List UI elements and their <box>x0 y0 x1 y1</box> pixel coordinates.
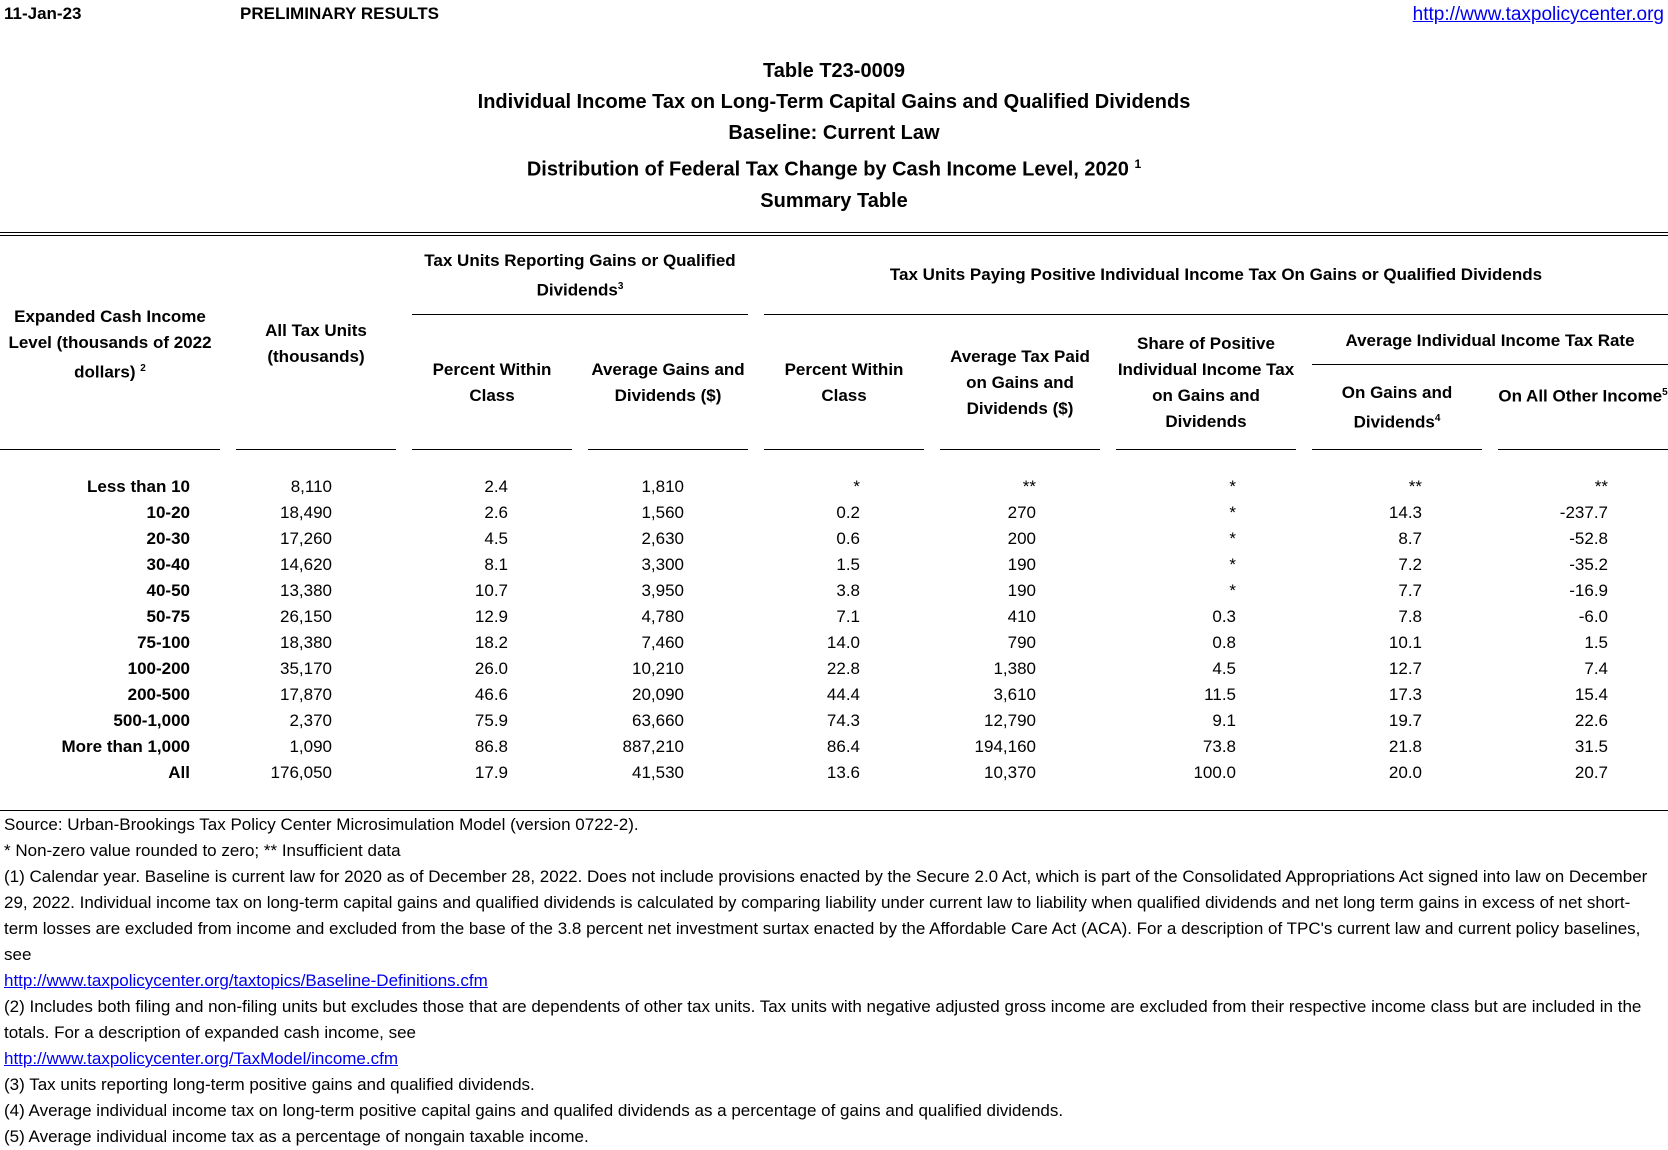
value-cell: 17.9 <box>474 763 508 782</box>
value-cell: 7.4 <box>1584 659 1608 678</box>
income-level-cell: 20-30 <box>146 529 190 548</box>
value-cell: 21.8 <box>1388 737 1422 756</box>
value-cell: 7,460 <box>641 633 684 652</box>
table-title: Individual Income Tax on Long-Term Capital Gains and Qualified Dividends <box>477 91 1191 113</box>
income-level-cell: 40-50 <box>146 581 190 600</box>
value-cell: 15.4 <box>1574 685 1608 704</box>
value-cell: 63,660 <box>632 711 684 730</box>
income-level-cell: 500-1,000 <box>113 711 190 730</box>
table-row <box>0 474 1638 500</box>
value-cell: * <box>1229 581 1236 600</box>
value-cell: 190 <box>1007 555 1036 574</box>
value-cell: 12.9 <box>474 607 508 626</box>
col-pct-within-class-1: Percent Within Class <box>432 360 552 405</box>
value-cell: 17.3 <box>1388 685 1422 704</box>
value-cell: 0.6 <box>836 529 860 548</box>
distribution-title: Distribution of Federal Tax Change by Cash Income Level, 2020 $^1$ <box>526 157 1142 181</box>
baseline-title: Baseline: Current Law <box>728 122 940 144</box>
value-cell: 20,090 <box>632 685 684 704</box>
income-level-cell: 50-75 <box>146 607 190 626</box>
col-rule <box>940 449 1100 450</box>
table-id: Table T23-0009 <box>763 60 905 82</box>
footnote-3: (3) Tax units reporting long-term positive gains and qualified dividends. <box>4 1075 535 1094</box>
col-rule <box>588 449 748 450</box>
summary-title: Summary Table <box>760 189 908 212</box>
value-cell: * <box>1229 503 1236 522</box>
value-cell: 86.8 <box>474 737 508 756</box>
value-cell: 35,170 <box>280 659 332 678</box>
value-cell: 1,380 <box>993 659 1036 678</box>
col-avg-tax-paid: Average Tax Paid on Gains and Dividends ($) <box>950 347 1090 418</box>
value-cell: 18,490 <box>280 503 332 522</box>
value-cell: 3,610 <box>993 685 1036 704</box>
value-cell: 1,560 <box>641 503 684 522</box>
value-cell: 3,950 <box>641 581 684 600</box>
footnote-1: (1) Calendar year. Baseline is current law for 2020 as of December 28, 2022. Does not include provisions enacted by the Secure 2.0 Act, which is part of the Consolidated Appropriations Act signed into law on December 29, 2022. Individual income tax on long-term capital gains and qualified dividends is calculated by comparing liability under current law to liability when qualified dividends and net long term gains in excess of net short-term losses are excluded from income and excluded from the base of the 3.8 percent net investment surtax enacted by the Affordable Care Act (ACA). For a description of TPC's current law and current policy baselines, see <box>4 867 1648 964</box>
income-definition-link[interactable]: http://www.taxpolicycenter.org/TaxModel/income.cfm <box>4 1049 398 1068</box>
value-cell: ** <box>1408 477 1422 496</box>
value-cell: * <box>1229 477 1236 496</box>
value-cell: 0.2 <box>836 503 860 522</box>
header-top-rule <box>0 232 1668 236</box>
col-share-positive: Share of Positive Individual Income Tax on Gains and Dividends <box>1117 334 1295 431</box>
value-cell: 2.4 <box>484 477 508 496</box>
value-cell: 22.8 <box>826 659 860 678</box>
value-cell: 200 <box>1007 529 1036 548</box>
value-cell: -237.7 <box>1559 503 1608 522</box>
value-cell: 86.4 <box>826 737 860 756</box>
value-cell: 8.7 <box>1398 529 1422 548</box>
value-cell: 10.7 <box>474 581 508 600</box>
value-cell: 13,380 <box>280 581 332 600</box>
value-cell: 22.6 <box>1574 711 1608 730</box>
value-cell: 7.7 <box>1398 581 1422 600</box>
col-rule <box>1498 449 1668 450</box>
value-cell: * <box>1229 529 1236 548</box>
income-level-cell: 100-200 <box>127 659 190 678</box>
value-cell: 2,630 <box>641 529 684 548</box>
value-cell: 73.8 <box>1202 737 1236 756</box>
col-rule <box>1116 449 1296 450</box>
col-rule <box>412 449 572 450</box>
table-row <box>0 604 1638 630</box>
value-cell: 7.1 <box>836 607 860 626</box>
col-rate-other: On All Other Income$^5$ <box>1498 386 1668 406</box>
value-cell: 190 <box>1007 581 1036 600</box>
value-cell: 4.5 <box>484 529 508 548</box>
value-cell: 44.4 <box>826 685 860 704</box>
income-level-cell: 200-500 <box>127 685 190 704</box>
value-cell: 3.8 <box>836 581 860 600</box>
income-level-cell: 10-20 <box>146 503 190 522</box>
value-cell: 26,150 <box>280 607 332 626</box>
value-cell: 14.0 <box>826 633 860 652</box>
value-cell: 18.2 <box>474 633 508 652</box>
value-cell: 2.6 <box>484 503 508 522</box>
data-table <box>0 474 1638 786</box>
title-block <box>0 56 1668 217</box>
source-note: Source: Urban-Brookings Tax Policy Center Microsimulation Model (version 0722-2). <box>4 815 639 834</box>
col-rule <box>0 449 220 450</box>
value-cell: 12,790 <box>984 711 1036 730</box>
table-row <box>0 734 1638 760</box>
avg-rate-group-header: Average Individual Income Tax Rate <box>1345 331 1635 350</box>
value-cell: 41,530 <box>632 763 684 782</box>
group-reporting-rule <box>412 314 748 315</box>
col-rule <box>236 449 396 450</box>
footnote-ref: 1 <box>1134 157 1142 171</box>
col-pct-within-class-2: Percent Within Class <box>784 360 904 405</box>
value-cell: 1,090 <box>289 737 332 756</box>
value-cell: 0.8 <box>1212 633 1236 652</box>
income-level-cell: All <box>168 763 190 782</box>
footnote-4: (4) Average individual income tax on long-term positive capital gains and qualifed dividends as a percentage of gains and qualified dividends. <box>4 1101 1064 1120</box>
site-link[interactable]: http://www.taxpolicycenter.org <box>1412 4 1664 25</box>
table-row <box>0 552 1638 578</box>
value-cell: 11.5 <box>1204 685 1236 704</box>
col-rule <box>764 449 924 450</box>
value-cell: 176,050 <box>270 763 332 782</box>
value-cell: * <box>853 477 860 496</box>
status-label: PRELIMINARY RESULTS <box>240 4 439 23</box>
table-row <box>0 500 1638 526</box>
value-cell: 14.3 <box>1388 503 1422 522</box>
value-cell: 8.1 <box>484 555 508 574</box>
value-cell: 790 <box>1007 633 1036 652</box>
value-cell: 10.1 <box>1388 633 1422 652</box>
value-cell: 12.7 <box>1388 659 1422 678</box>
value-cell: 7.8 <box>1398 607 1422 626</box>
value-cell: 7.2 <box>1398 555 1422 574</box>
value-cell: 100.0 <box>1193 763 1236 782</box>
value-cell: 26.0 <box>474 659 508 678</box>
footnote-5: (5) Average individual income tax as a percentage of nongain taxable income. <box>4 1127 589 1146</box>
income-level-cell: Less than 10 <box>87 477 190 496</box>
value-cell: 10,370 <box>984 763 1036 782</box>
value-cell: 887,210 <box>622 737 684 756</box>
baseline-definitions-link[interactable]: http://www.taxpolicycenter.org/taxtopics/Baseline-Definitions.cfm <box>4 971 488 990</box>
col-rate-gains: On Gains and Dividends$^4$ <box>1341 383 1453 432</box>
value-cell: 8,110 <box>290 477 332 496</box>
avg-rate-rule <box>1312 364 1668 365</box>
table-row <box>0 578 1638 604</box>
value-cell: 4.5 <box>1212 659 1236 678</box>
value-cell: 20.7 <box>1574 763 1608 782</box>
value-cell: 46.6 <box>474 685 508 704</box>
value-cell: 0.3 <box>1212 607 1236 626</box>
value-cell: -6.0 <box>1578 607 1608 626</box>
table-row <box>0 708 1638 734</box>
report-date: 11-Jan-23 <box>4 4 82 23</box>
col-income-level: Expanded Cash Income Level (thousands of 2022 dollars) $^2$ <box>8 307 212 382</box>
value-cell: -16.9 <box>1569 581 1608 600</box>
table-row <box>0 682 1638 708</box>
value-cell: 410 <box>1007 607 1036 626</box>
value-cell: ** <box>1594 477 1608 496</box>
value-cell: 75.9 <box>474 711 508 730</box>
value-cell: 20.0 <box>1388 763 1422 782</box>
value-cell: 31.5 <box>1574 737 1608 756</box>
value-cell: 18,380 <box>280 633 332 652</box>
value-cell: 17,870 <box>280 685 332 704</box>
legend-note: * Non-zero value rounded to zero; ** Insufficient data <box>4 841 401 860</box>
value-cell: 10,210 <box>632 659 684 678</box>
col-avg-gains: Average Gains and Dividends ($) <box>591 360 745 405</box>
value-cell: 17,260 <box>280 529 332 548</box>
value-cell: 4,780 <box>641 607 684 626</box>
table-row <box>0 760 1638 786</box>
value-cell: 3,300 <box>641 555 684 574</box>
footnote-2: (2) Includes both filing and non-filing units but excludes those that are dependents of other tax units. Tax units with negative adjusted gross income are excluded from their respective income class but are included in the totals. For a description of expanded cash income, see <box>4 997 1642 1042</box>
value-cell: 1,810 <box>641 477 684 496</box>
value-cell: 2,370 <box>289 711 332 730</box>
group-paying-header: Tax Units Paying Positive Individual Income Tax On Gains or Qualified Dividends <box>889 265 1543 284</box>
value-cell: 194,160 <box>974 737 1036 756</box>
table-bottom-rule <box>0 810 1668 811</box>
value-cell: -52.8 <box>1569 529 1608 548</box>
value-cell: 1.5 <box>1584 633 1608 652</box>
table-row <box>0 656 1638 682</box>
col-rule <box>1312 449 1482 450</box>
group-reporting-header: Tax Units Reporting Gains or Qualified Dividends$^3$ <box>424 251 736 300</box>
table-row <box>0 526 1638 552</box>
group-paying-rule <box>764 314 1668 315</box>
top-bar <box>0 4 1668 28</box>
value-cell: 1.5 <box>836 555 860 574</box>
value-cell: 14,620 <box>280 555 332 574</box>
value-cell: -35.2 <box>1569 555 1608 574</box>
income-level-cell: 30-40 <box>146 555 190 574</box>
value-cell: * <box>1229 555 1236 574</box>
income-level-cell: More than 1,000 <box>61 737 190 756</box>
col-all-units: All Tax Units (thousands) <box>265 321 367 366</box>
value-cell: 270 <box>1007 503 1036 522</box>
value-cell: 19.7 <box>1388 711 1422 730</box>
value-cell: 9.1 <box>1212 711 1236 730</box>
value-cell: 74.3 <box>826 711 860 730</box>
value-cell: ** <box>1022 477 1036 496</box>
table-row <box>0 630 1638 656</box>
income-level-cell: 75-100 <box>137 633 190 652</box>
notes-block <box>4 812 1664 1150</box>
value-cell: 13.6 <box>826 763 860 782</box>
